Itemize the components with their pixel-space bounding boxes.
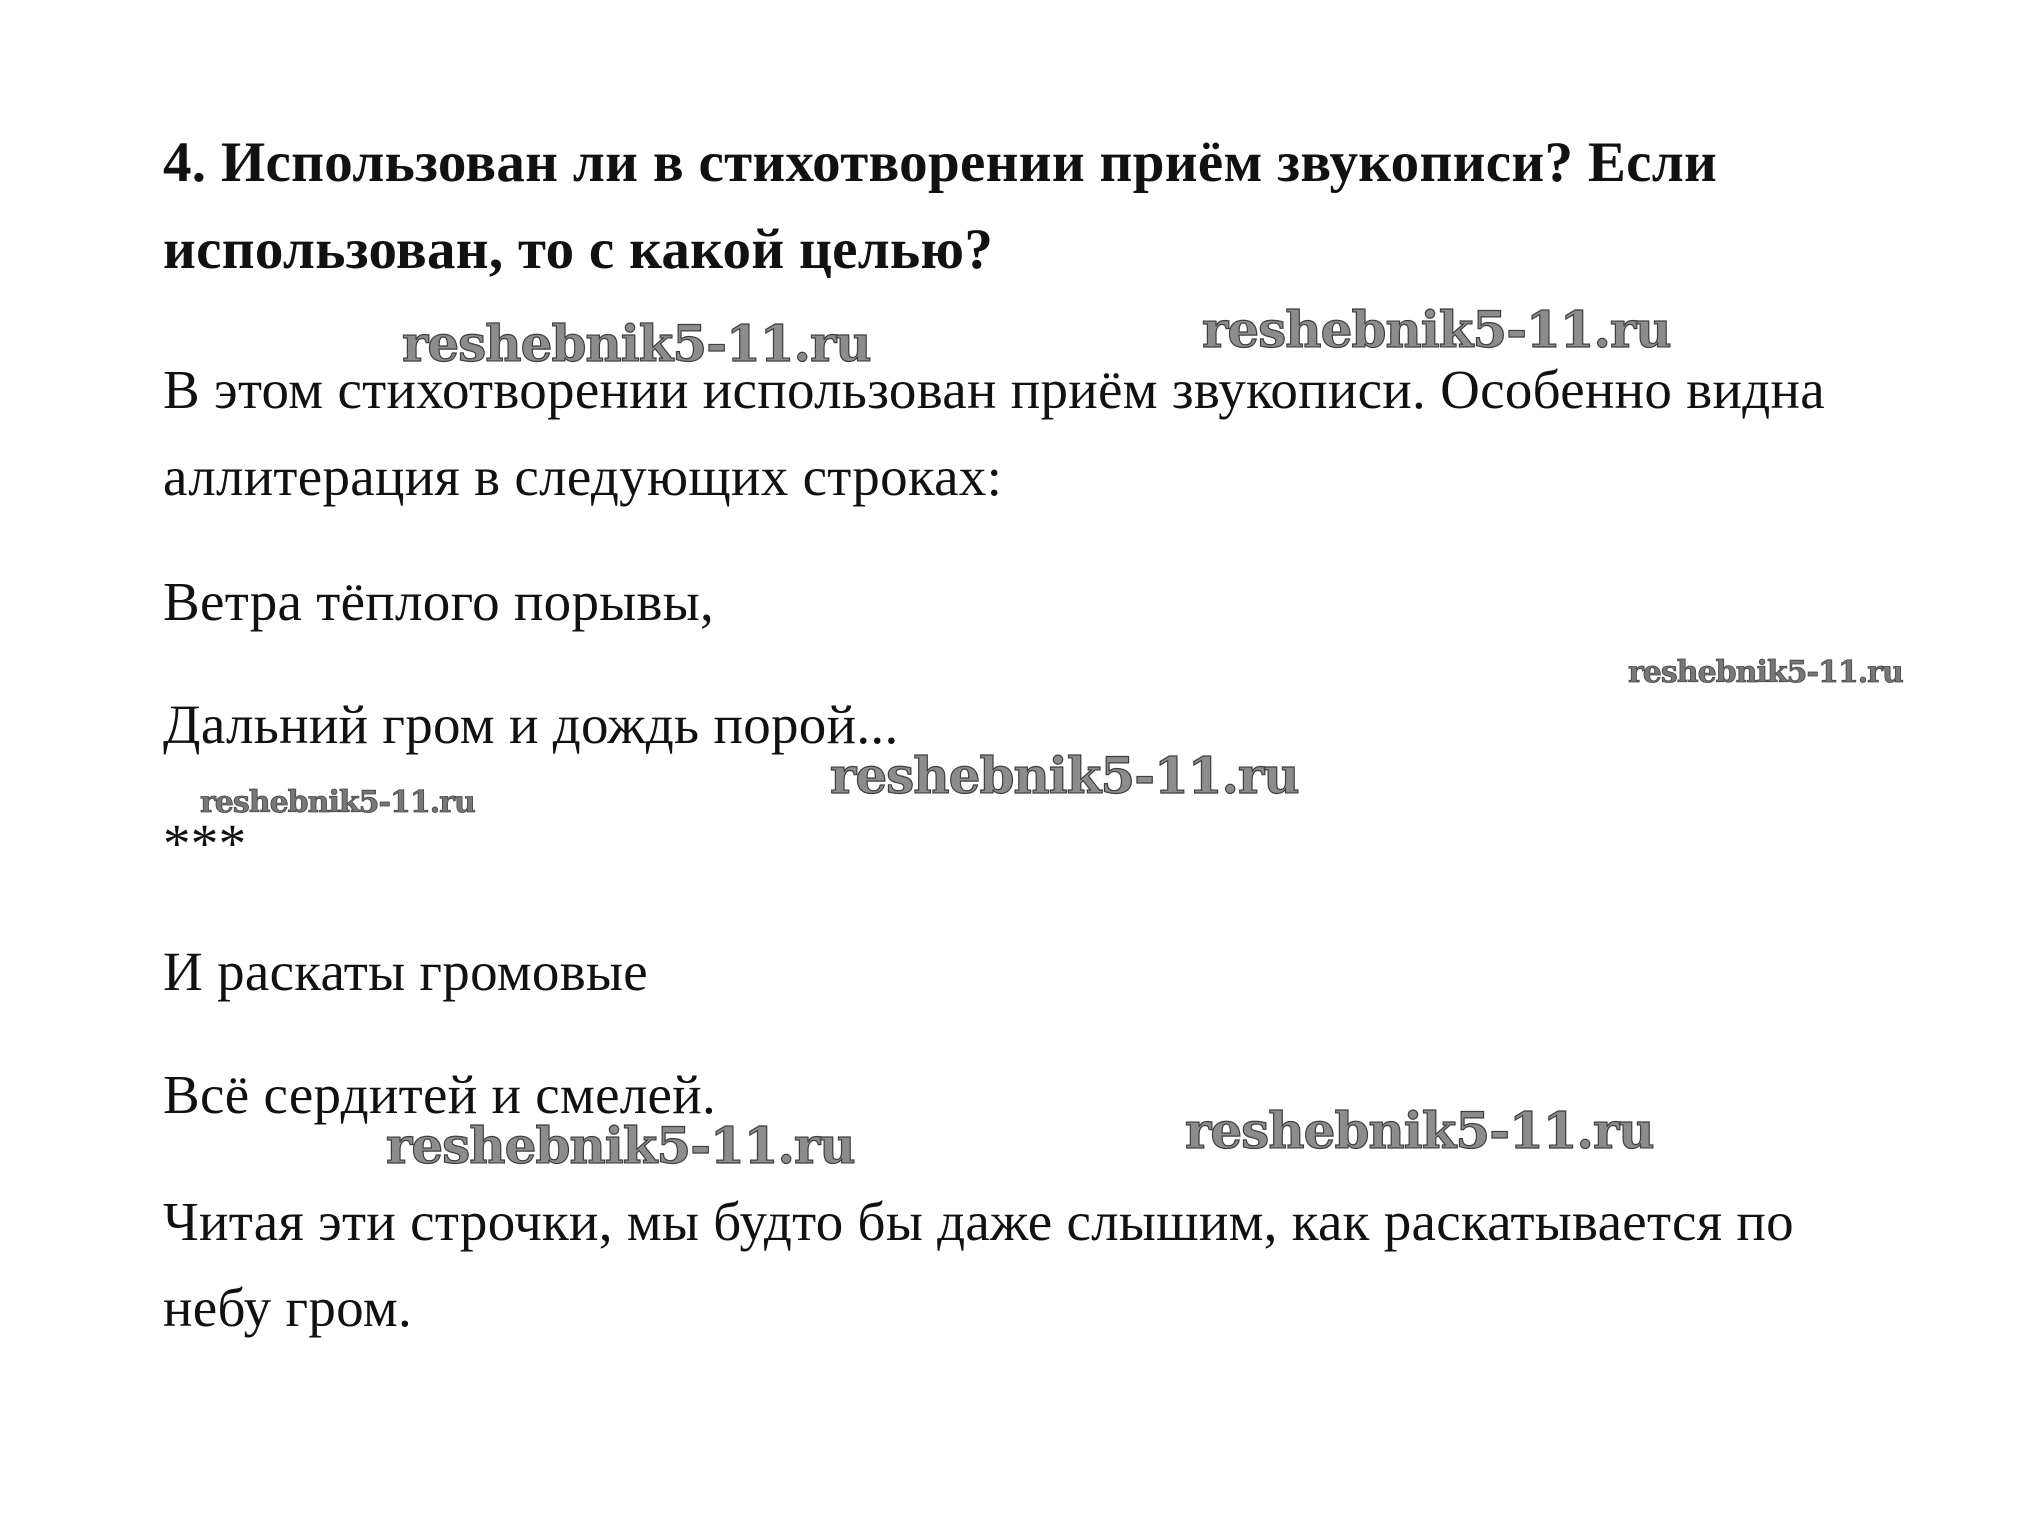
watermark: reshebnik5-11.ru: [402, 314, 871, 373]
watermark: reshebnik5-11.ru: [1628, 655, 1903, 690]
conclusion-line-2: небу гром.: [163, 1277, 413, 1338]
verse-line-1: Ветра тёплого порывы,: [163, 571, 715, 632]
watermark: reshebnik5-11.ru: [1202, 300, 1671, 359]
verse-line-2: Дальний гром и дождь порой...: [163, 694, 899, 755]
question-line-2: использован, то с какой целью?: [163, 218, 994, 281]
question-line-1: 4. Использован ли в стихотворении приём звукописи? Если: [163, 131, 1718, 194]
answer-paragraph-line-1: В этом стихотворении использован приём звукописи. Особенно видна: [163, 359, 1825, 420]
verse-line-4: Всё сердитей и смелей.: [163, 1064, 717, 1125]
stanza-separator: ***: [163, 813, 247, 874]
watermark: reshebnik5-11.ru: [386, 1116, 855, 1175]
watermark: reshebnik5-11.ru: [830, 746, 1299, 805]
answer-paragraph-line-2: аллитерация в следующих строках:: [163, 446, 1003, 507]
conclusion-line-1: Читая эти строчки, мы будто бы даже слышим, как раскатывается по: [163, 1191, 1794, 1252]
verse-line-3: И раскаты громовые: [163, 941, 648, 1002]
watermark: reshebnik5-11.ru: [1185, 1101, 1654, 1160]
watermark: reshebnik5-11.ru: [200, 785, 475, 820]
